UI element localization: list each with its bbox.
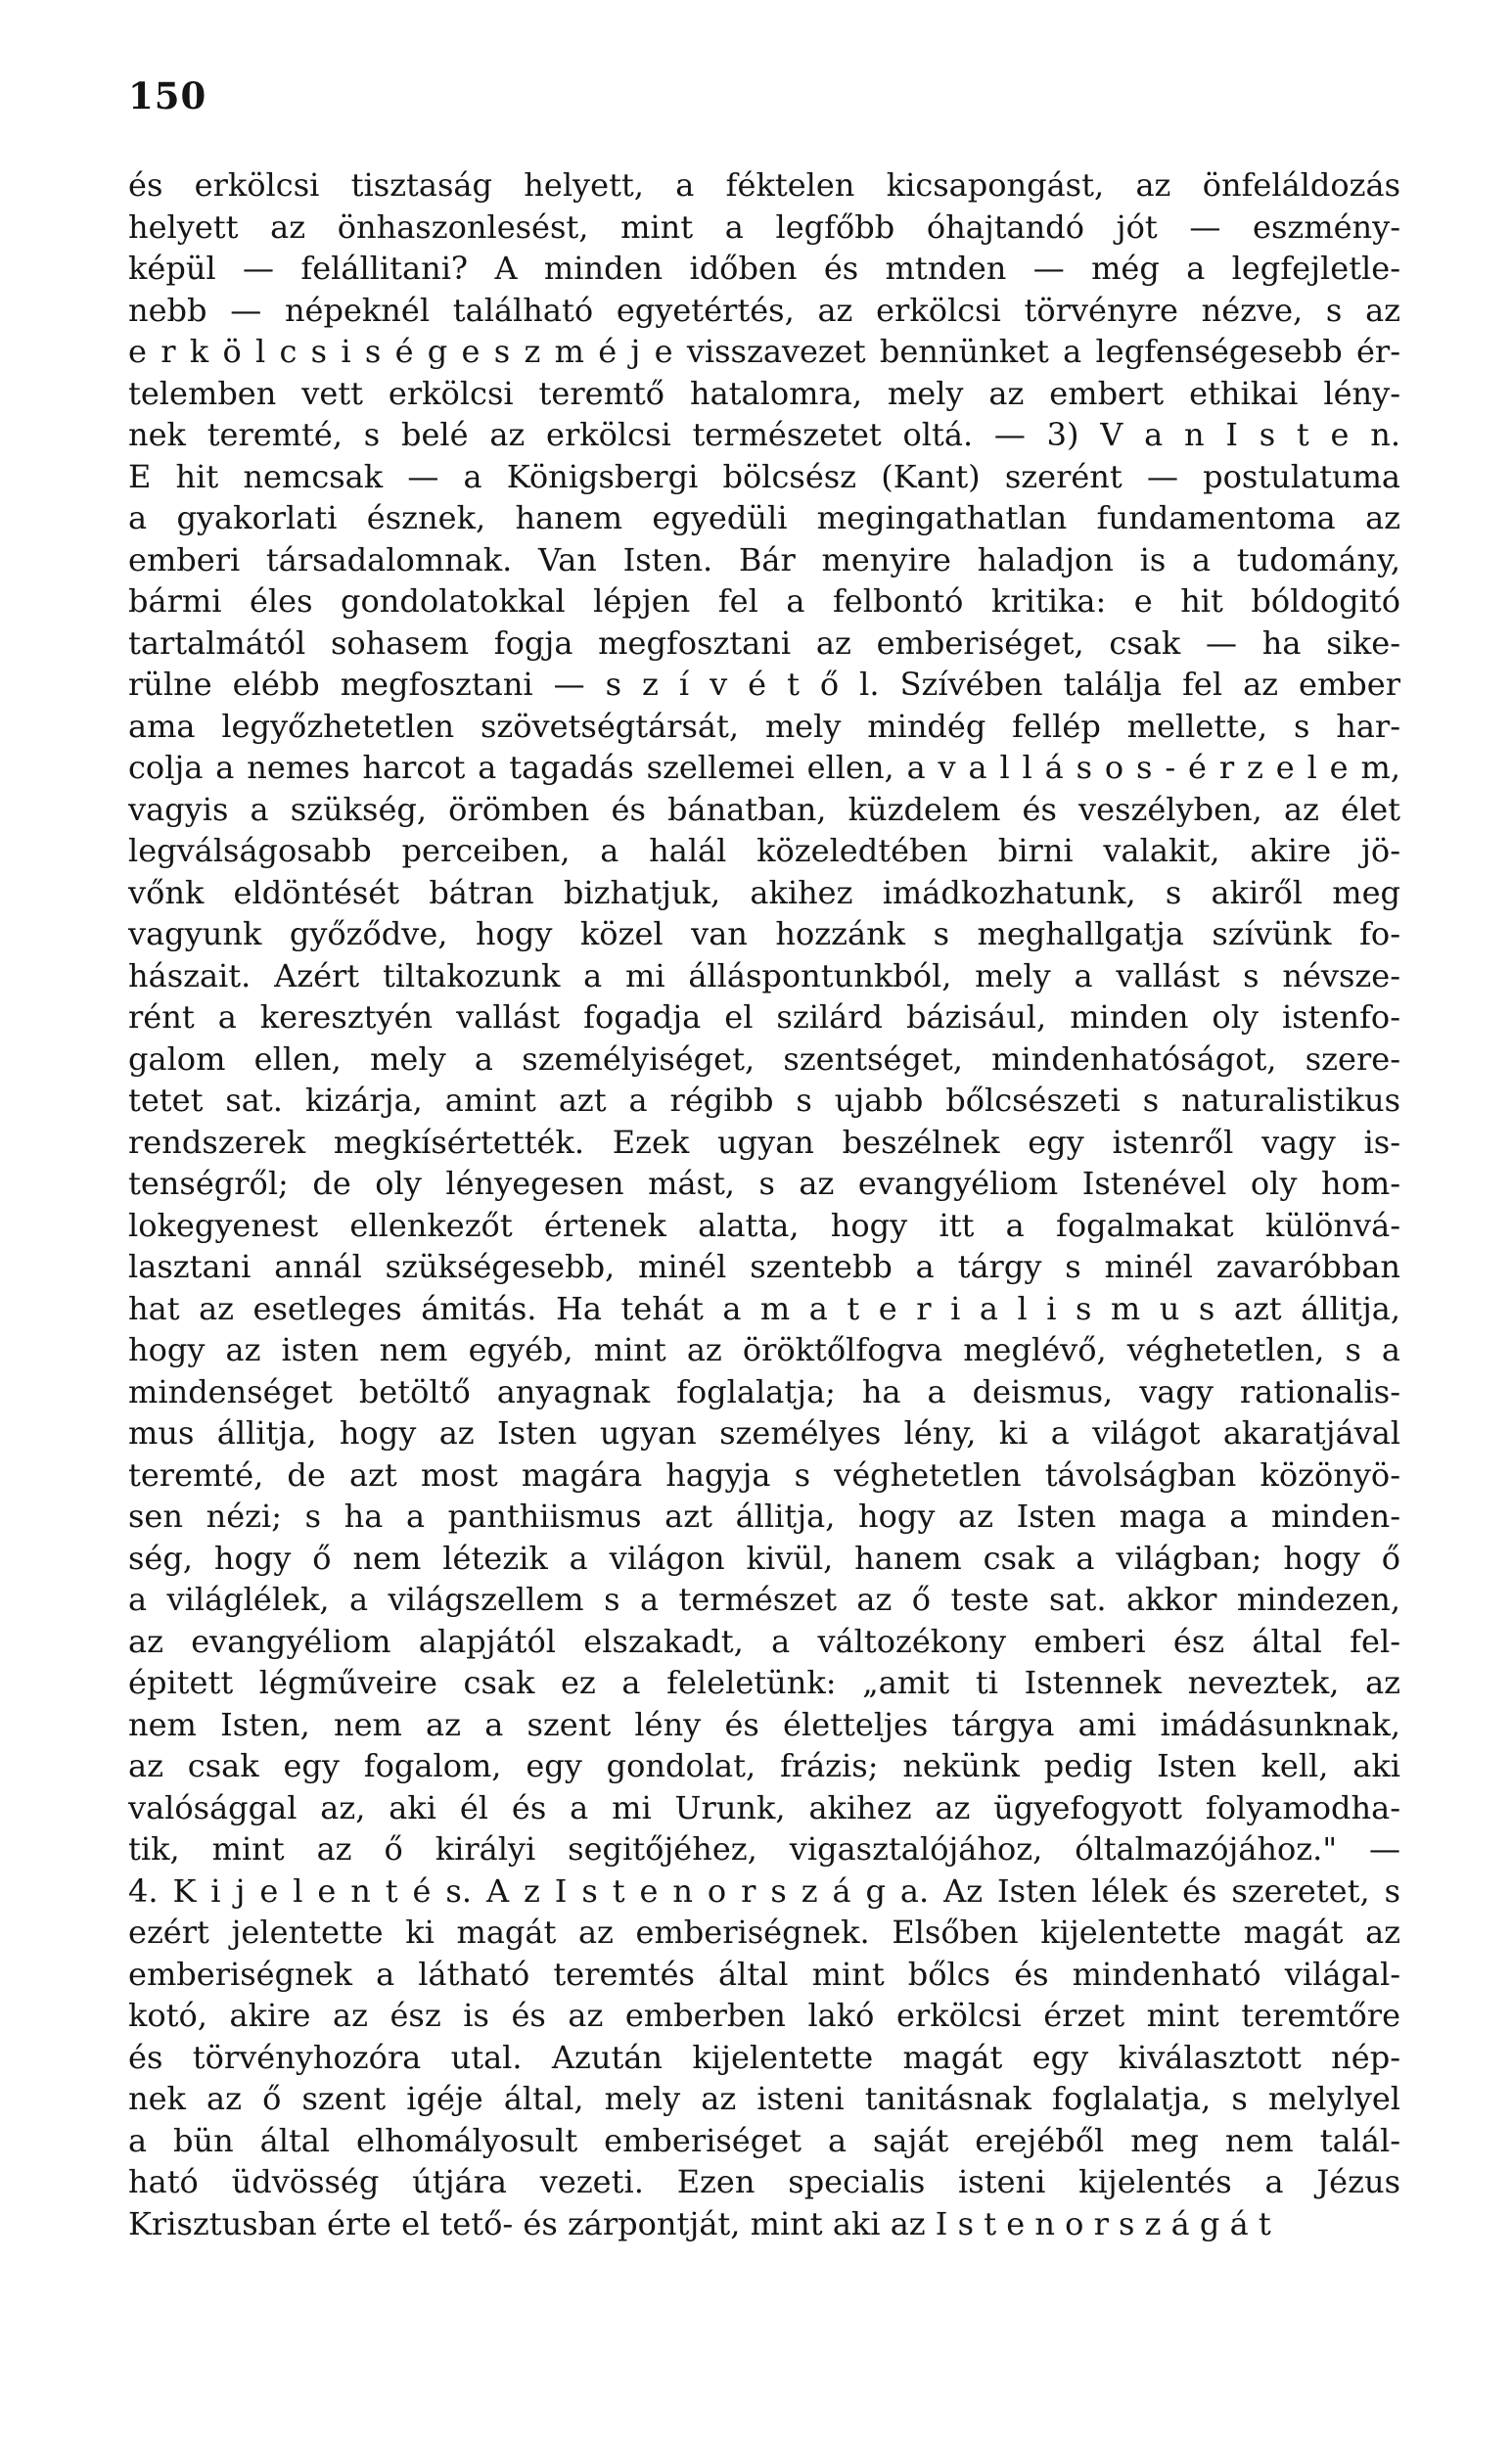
text-line: az evangyéliom alapjától elszakadt, a változékony emberi ész által fel-: [128, 1622, 1400, 1660]
text-line: tetet sat. kizárja, amint azt a régibb s ujabb bőlcsészeti s naturalistikus: [128, 1082, 1400, 1119]
text-line: teremté, de azt most magára hagyja s véghetetlen távolságban közönyö-: [128, 1455, 1400, 1494]
text-line: E hit nemcsak — a Königsbergi bölcsész (Kant) szerént — postulatuma: [128, 457, 1400, 495]
text-line: lasztani annál szükségesebb, minél szentebb a tárgy s minél zavaróbban: [128, 1248, 1400, 1285]
text-line: vőnk eldöntését bátran bizhatjuk, akihez imádkozhatunk, s akiről meg: [128, 873, 1400, 911]
text-line: hogy az isten nem egyéb, mint az öröktőlfogva meglévő, véghetetlen, s a: [128, 1331, 1400, 1368]
text-line: e r k ö l c s i s é g e s z m é j e visszavezet bennünket a legfenségesebb ér-: [128, 333, 1400, 370]
text-line: nebb — népeknél található egyetértés, az erkölcsi törvényre nézve, s az: [128, 291, 1400, 329]
text-line: nek az ő szent igéje által, mely az isteni tanitásnak foglalatja, s melylyel: [128, 2080, 1400, 2117]
text-line: helyett az önhaszonlesést, mint a legfőbb óhajtandó jót — eszmény-: [128, 208, 1400, 246]
text-line: bármi éles gondolatokkal lépjen fel a felbontó kritika: e hit bóldogitó: [128, 582, 1400, 620]
text-line: vagyis a szükség, örömben és bánatban, küzdelem és veszélyben, az élet: [128, 790, 1400, 828]
body-text: [128, 164, 1400, 2244]
text-line: rendszerek megkísértették. Ezek ugyan beszélnek egy istenről vagy is-: [128, 1123, 1400, 1161]
text-line: nem Isten, nem az a szent lény és életteljes tárgya ami imádásunknak,: [128, 1705, 1400, 1743]
text-line: a bün által elhomályosult emberiséget a saját erejéből meg nem talál-: [128, 2121, 1400, 2159]
text-line: lokegyenest ellenkezőt értenek alatta, hogy itt a fogalmakat különvá-: [128, 1206, 1400, 1244]
text-line: tik, mint az ő királyi segitőjéhez, vigasztalójához, óltalmazójához." —: [128, 1830, 1400, 1868]
text-line: galom ellen, mely a személyiséget, szentséget, mindenhatóságot, szere-: [128, 1039, 1400, 1078]
text-line: ható üdvösség útjára vezeti. Ezen specialis isteni kijelentés a Jézus: [128, 2163, 1400, 2200]
text-line: képül — felállitani? A minden időben és mtnden — még a legfejletle-: [128, 250, 1400, 287]
text-line: és törvényhozóra utal. Azután kijelentette magát egy kiválasztott nép-: [128, 2038, 1400, 2076]
text-line: a világlélek, a világszellem s a természet az ő teste sat. akkor mindezen,: [128, 1581, 1400, 1618]
text-line: ama legyőzhetetlen szövetségtársát, mely mindég fellép mellette, s har-: [128, 707, 1400, 745]
text-line: ezért jelentette ki magát az emberiségnek. Elsőben kijelentette magát az: [128, 1914, 1400, 1951]
text-line: a gyakorlati észnek, hanem egyedüli megingathatlan fundamentoma az: [128, 499, 1400, 536]
text-line: rülne elébb megfosztani — s z í v é t ő l. Szívében találja fel az ember: [128, 666, 1400, 703]
text-line: az csak egy fogalom, egy gondolat, frázis; nekünk pedig Isten kell, aki: [128, 1747, 1400, 1784]
text-line: hászait. Azért tiltakozunk a mi álláspontunkból, mely a vallást s névsze-: [128, 956, 1400, 994]
text-line: tenségről; de oly lényegesen mást, s az evangyéliom Istenével oly hom-: [128, 1165, 1400, 1202]
text-line: emberi társadalomnak. Van Isten. Bár menyire haladjon is a tudomány,: [128, 540, 1400, 578]
text-line: nek teremté, s belé az erkölcsi természetet oltá. — 3) V a n I s t e n.: [128, 416, 1400, 453]
text-line: épitett légműveire csak ez a feleletünk: „amit ti Istennek neveztek, az: [128, 1664, 1400, 1701]
text-line: kotó, akire az ész is és az emberben lakó erkölcsi érzet mint teremtőre: [128, 1997, 1400, 2034]
text-line: rént a keresztyén vallást fogadja el szilárd bázisául, minden oly istenfo-: [128, 998, 1400, 1036]
text-line: mus állitja, hogy az Isten ugyan személyes lény, ki a világot akaratjával: [128, 1414, 1400, 1452]
text-line: emberiségnek a látható teremtés által mint bőlcs és mindenható világal-: [128, 1955, 1400, 1993]
text-line: 4. K i j e l e n t é s. A z I s t e n o r s z á g a. Az Isten lélek és szeretet, s: [128, 1871, 1400, 1910]
text-line: ség, hogy ő nem létezik a világon kivül, hanem csak a világban; hogy ő: [128, 1539, 1400, 1577]
text-line: valósággal az, aki él és a mi Urunk, akihez az ügyefogyott folyamodha-: [128, 1788, 1400, 1826]
text-line: sen nézi; s ha a panthiismus azt állitja, hogy az Isten maga a minden-: [128, 1498, 1400, 1535]
text-line: legválságosabb perceiben, a halál közeledtében birni valakit, akire jö-: [128, 832, 1400, 869]
text-line: hat az esetleges ámitás. Ha tehát a m a t e r i a l i s m u s azt állitja,: [128, 1289, 1400, 1327]
text-line: mindenséget betöltő anyagnak foglalatja; ha a deismus, vagy rationalis-: [128, 1372, 1400, 1410]
page-number: 150: [128, 74, 207, 117]
text-line: vagyunk győződve, hogy közel van hozzánk s meghallgatja szívünk fo-: [128, 915, 1400, 952]
text-line: tartalmától sohasem fogja megfosztani az emberiséget, csak — ha sike-: [128, 623, 1400, 662]
text-line: Krisztusban érte el tető- és zárpontját, mint aki az I s t e n o r s z á g á t: [128, 2204, 1271, 2242]
text-line: colja a nemes harcot a tagadás szellemei ellen, a v a l l á s o s - é r z e l e m,: [128, 749, 1400, 786]
text-line: és erkölcsi tisztaság helyett, a féktelen kicsapongást, az önfeláldozás: [128, 166, 1400, 204]
text-line: telemben vett erkölcsi teremtő hatalomra, mely az embert ethikai lény-: [128, 374, 1400, 412]
